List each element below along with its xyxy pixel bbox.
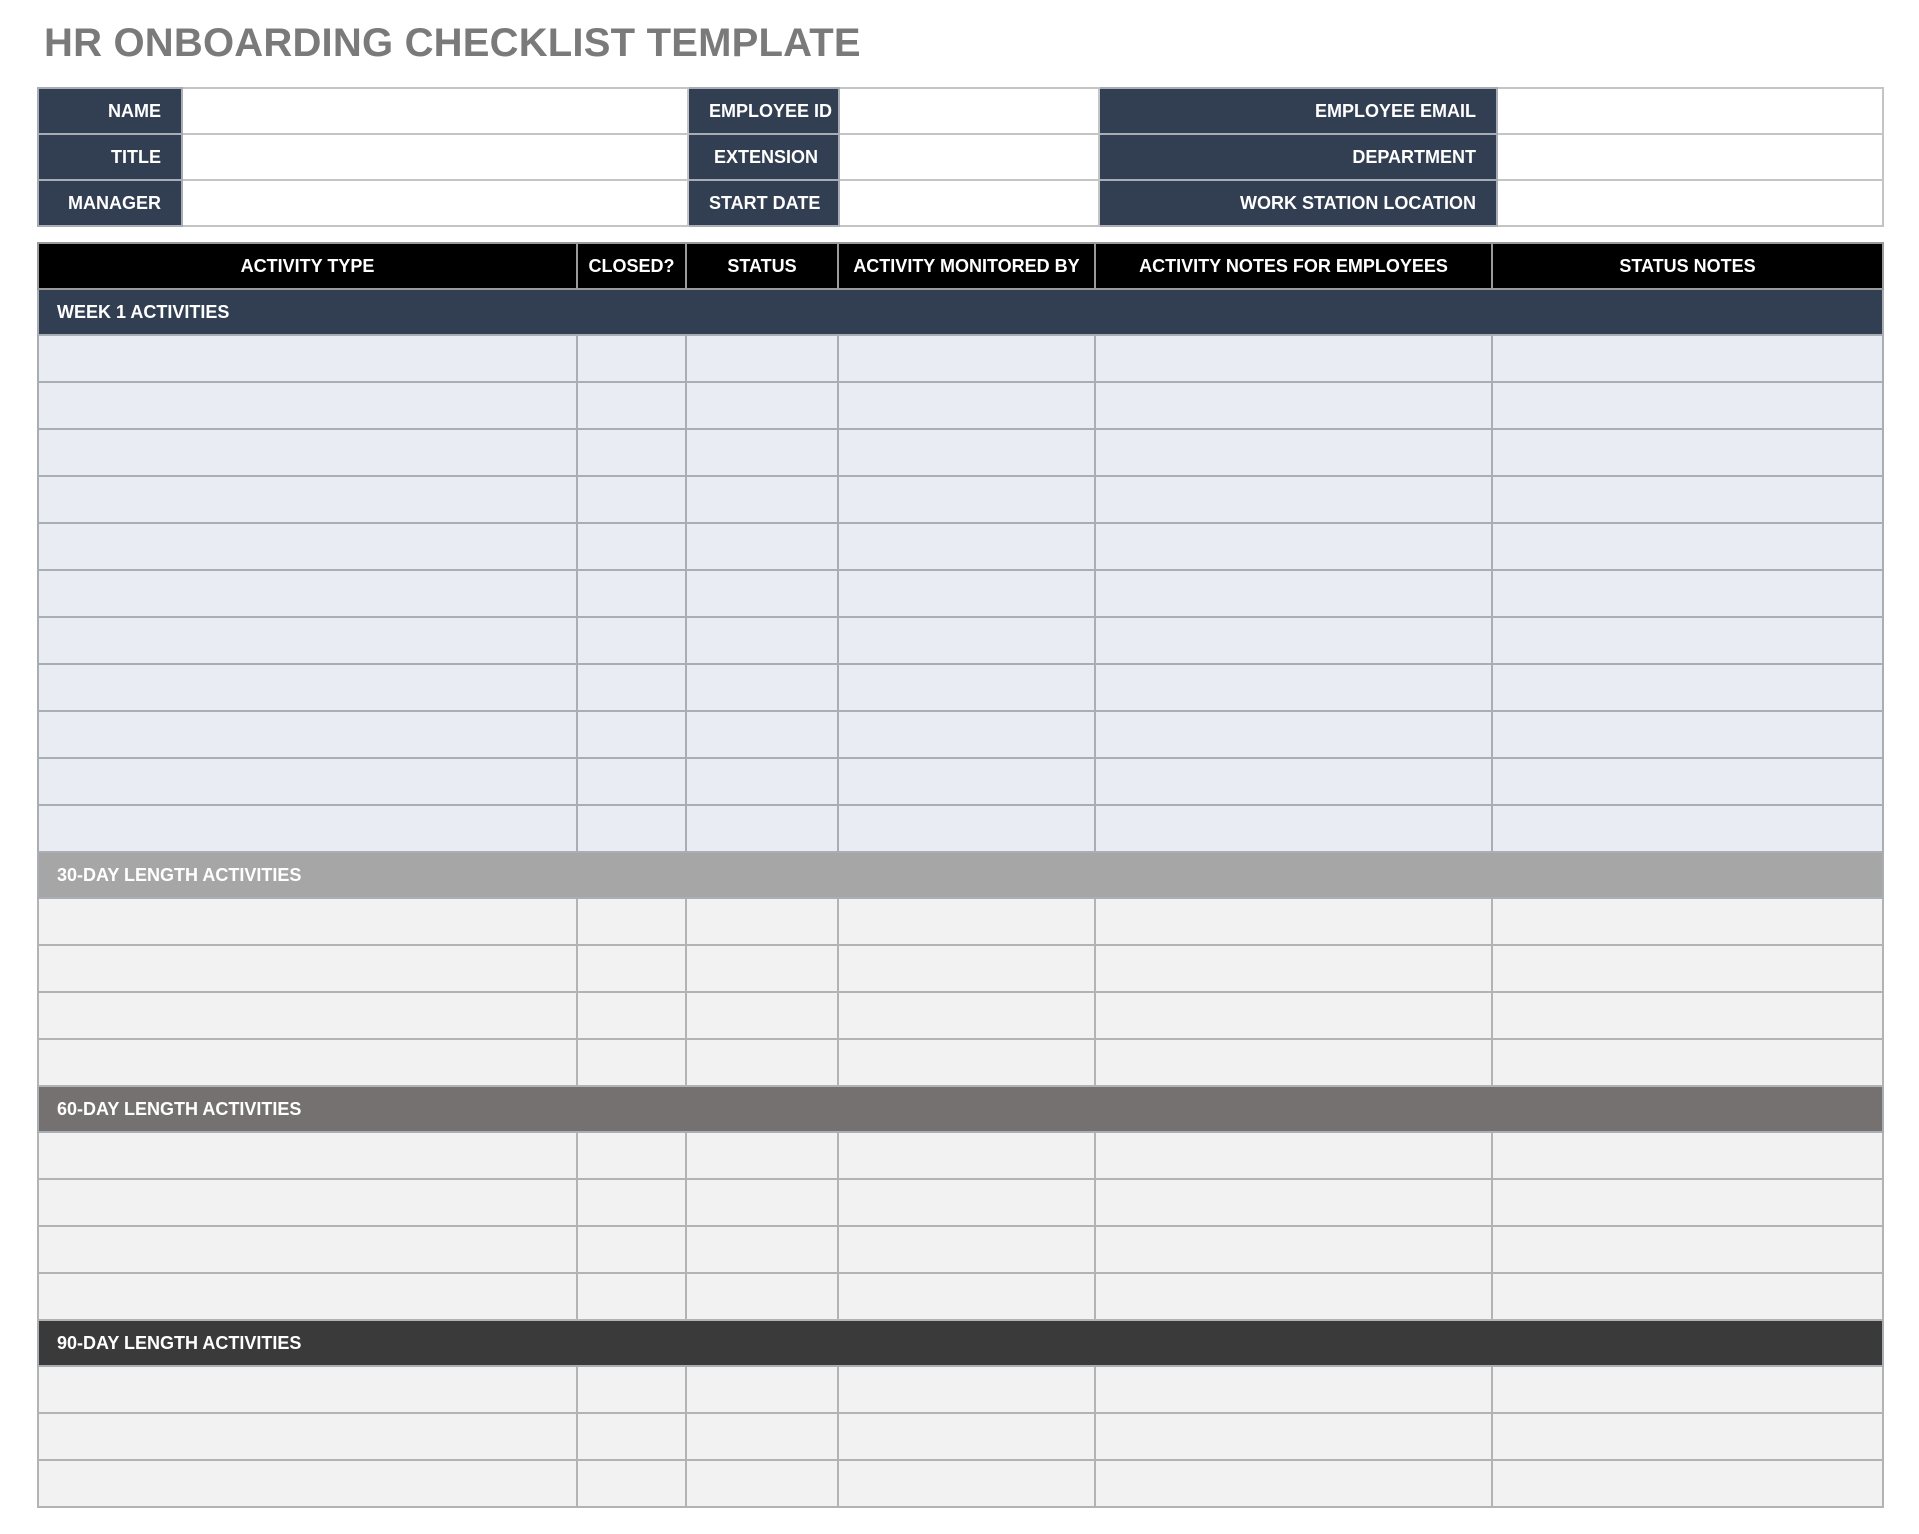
status-cell[interactable] xyxy=(686,1273,838,1320)
activity-notes-cell[interactable] xyxy=(1095,1039,1492,1086)
table-row xyxy=(38,1273,1883,1320)
activity-notes-cell[interactable] xyxy=(1095,523,1492,570)
closed-cell[interactable] xyxy=(577,523,686,570)
activity-type-cell[interactable] xyxy=(38,1039,577,1086)
status-cell[interactable] xyxy=(686,335,838,382)
table-row xyxy=(38,1460,1883,1507)
status-notes-cell[interactable] xyxy=(1492,476,1883,523)
activity-type-cell[interactable] xyxy=(38,335,577,382)
name-field[interactable] xyxy=(182,88,688,134)
status-cell[interactable] xyxy=(686,664,838,711)
activity-notes-cell[interactable] xyxy=(1095,711,1492,758)
start-date-label: START DATE xyxy=(688,180,839,226)
status-notes-cell[interactable] xyxy=(1492,898,1883,945)
status-cell[interactable] xyxy=(686,711,838,758)
table-row xyxy=(38,945,1883,992)
section-header: 90-DAY LENGTH ACTIVITIES xyxy=(38,1320,1883,1366)
status-notes-cell[interactable] xyxy=(1492,1273,1883,1320)
closed-cell[interactable] xyxy=(577,617,686,664)
status-notes-cell[interactable] xyxy=(1492,1132,1883,1179)
monitored-by-cell[interactable] xyxy=(838,1413,1095,1460)
monitored-by-cell[interactable] xyxy=(838,429,1095,476)
monitored-by-cell[interactable] xyxy=(838,523,1095,570)
manager-field[interactable] xyxy=(182,180,688,226)
activity-type-cell[interactable] xyxy=(38,1413,577,1460)
activity-notes-cell[interactable] xyxy=(1095,805,1492,852)
column-header-activity-type: ACTIVITY TYPE xyxy=(38,243,577,289)
closed-cell[interactable] xyxy=(577,805,686,852)
activity-notes-cell[interactable] xyxy=(1095,664,1492,711)
activity-notes-cell[interactable] xyxy=(1095,1460,1492,1507)
activity-type-cell[interactable] xyxy=(38,523,577,570)
monitored-by-cell[interactable] xyxy=(838,1273,1095,1320)
monitored-by-cell[interactable] xyxy=(838,805,1095,852)
status-cell[interactable] xyxy=(686,429,838,476)
activity-type-cell[interactable] xyxy=(38,898,577,945)
closed-cell[interactable] xyxy=(577,758,686,805)
status-notes-cell[interactable] xyxy=(1492,711,1883,758)
closed-cell[interactable] xyxy=(577,664,686,711)
activity-notes-cell[interactable] xyxy=(1095,992,1492,1039)
activity-type-cell[interactable] xyxy=(38,992,577,1039)
activity-type-cell[interactable] xyxy=(38,945,577,992)
section-header-row xyxy=(38,1320,1883,1366)
activity-notes-cell[interactable] xyxy=(1095,1132,1492,1179)
status-cell[interactable] xyxy=(686,1039,838,1086)
manager-label: MANAGER xyxy=(38,180,182,226)
activity-notes-cell[interactable] xyxy=(1095,1226,1492,1273)
closed-cell[interactable] xyxy=(577,1460,686,1507)
status-notes-cell[interactable] xyxy=(1492,570,1883,617)
employee-id-field[interactable] xyxy=(839,88,1099,134)
status-notes-cell[interactable] xyxy=(1492,992,1883,1039)
monitored-by-cell[interactable] xyxy=(838,1179,1095,1226)
monitored-by-cell[interactable] xyxy=(838,1132,1095,1179)
status-cell[interactable] xyxy=(686,1226,838,1273)
activity-notes-cell[interactable] xyxy=(1095,1366,1492,1413)
closed-cell[interactable] xyxy=(577,335,686,382)
monitored-by-cell[interactable] xyxy=(838,664,1095,711)
status-cell[interactable] xyxy=(686,382,838,429)
closed-cell[interactable] xyxy=(577,382,686,429)
table-row xyxy=(38,382,1883,429)
activity-notes-cell[interactable] xyxy=(1095,758,1492,805)
activity-type-cell[interactable] xyxy=(38,1273,577,1320)
status-cell[interactable] xyxy=(686,805,838,852)
monitored-by-cell[interactable] xyxy=(838,945,1095,992)
info-row xyxy=(38,134,1883,180)
closed-cell[interactable] xyxy=(577,711,686,758)
name-label: NAME xyxy=(38,88,182,134)
table-row xyxy=(38,1179,1883,1226)
table-row xyxy=(38,1226,1883,1273)
info-row xyxy=(38,180,1883,226)
status-notes-cell[interactable] xyxy=(1492,1226,1883,1273)
section-header: WEEK 1 ACTIVITIES xyxy=(38,289,1883,335)
activity-type-cell[interactable] xyxy=(38,476,577,523)
table-row xyxy=(38,570,1883,617)
status-notes-cell[interactable] xyxy=(1492,805,1883,852)
table-row xyxy=(38,617,1883,664)
table-row xyxy=(38,664,1883,711)
extension-field[interactable] xyxy=(839,134,1099,180)
info-row xyxy=(38,88,1883,134)
status-cell[interactable] xyxy=(686,1413,838,1460)
monitored-by-cell[interactable] xyxy=(838,711,1095,758)
activity-notes-cell[interactable] xyxy=(1095,1413,1492,1460)
status-notes-cell[interactable] xyxy=(1492,1039,1883,1086)
status-cell[interactable] xyxy=(686,1179,838,1226)
column-header-row xyxy=(38,243,1883,289)
status-notes-cell[interactable] xyxy=(1492,523,1883,570)
column-header-status-notes: STATUS NOTES xyxy=(1492,243,1883,289)
activity-type-cell[interactable] xyxy=(38,758,577,805)
activity-notes-cell[interactable] xyxy=(1095,382,1492,429)
column-header-status: STATUS xyxy=(686,243,838,289)
closed-cell[interactable] xyxy=(577,570,686,617)
activity-notes-cell[interactable] xyxy=(1095,570,1492,617)
employee-info-table xyxy=(37,87,1884,227)
status-notes-cell[interactable] xyxy=(1492,664,1883,711)
status-notes-cell[interactable] xyxy=(1492,1413,1883,1460)
table-row xyxy=(38,476,1883,523)
activity-notes-cell[interactable] xyxy=(1095,945,1492,992)
activity-notes-cell[interactable] xyxy=(1095,335,1492,382)
status-notes-cell[interactable] xyxy=(1492,335,1883,382)
activity-type-cell[interactable] xyxy=(38,1132,577,1179)
activity-notes-cell[interactable] xyxy=(1095,476,1492,523)
section-header: 60-DAY LENGTH ACTIVITIES xyxy=(38,1086,1883,1132)
closed-cell[interactable] xyxy=(577,1179,686,1226)
work-station-location-label: WORK STATION LOCATION xyxy=(1099,180,1497,226)
status-cell[interactable] xyxy=(686,617,838,664)
status-cell[interactable] xyxy=(686,570,838,617)
closed-cell[interactable] xyxy=(577,1273,686,1320)
monitored-by-cell[interactable] xyxy=(838,382,1095,429)
closed-cell[interactable] xyxy=(577,1413,686,1460)
table-row xyxy=(38,523,1883,570)
status-cell[interactable] xyxy=(686,1460,838,1507)
status-cell[interactable] xyxy=(686,898,838,945)
closed-cell[interactable] xyxy=(577,1039,686,1086)
monitored-by-cell[interactable] xyxy=(838,1460,1095,1507)
activities-body xyxy=(38,289,1883,1507)
activity-type-cell[interactable] xyxy=(38,805,577,852)
activity-type-cell[interactable] xyxy=(38,382,577,429)
employee-email-field[interactable] xyxy=(1497,88,1883,134)
activity-notes-cell[interactable] xyxy=(1095,898,1492,945)
monitored-by-cell[interactable] xyxy=(838,992,1095,1039)
activity-type-cell[interactable] xyxy=(38,711,577,758)
closed-cell[interactable] xyxy=(577,992,686,1039)
department-label: DEPARTMENT xyxy=(1099,134,1497,180)
closed-cell[interactable] xyxy=(577,898,686,945)
title-field[interactable] xyxy=(182,134,688,180)
activity-type-cell[interactable] xyxy=(38,1226,577,1273)
status-cell[interactable] xyxy=(686,1132,838,1179)
department-field[interactable] xyxy=(1497,134,1883,180)
table-row xyxy=(38,1039,1883,1086)
table-row xyxy=(38,711,1883,758)
monitored-by-cell[interactable] xyxy=(838,1226,1095,1273)
activity-type-cell[interactable] xyxy=(38,429,577,476)
activity-notes-cell[interactable] xyxy=(1095,617,1492,664)
status-cell[interactable] xyxy=(686,945,838,992)
status-cell[interactable] xyxy=(686,758,838,805)
table-row xyxy=(38,1413,1883,1460)
activity-type-cell[interactable] xyxy=(38,1460,577,1507)
table-row xyxy=(38,898,1883,945)
monitored-by-cell[interactable] xyxy=(838,476,1095,523)
page-title: HR ONBOARDING CHECKLIST TEMPLATE xyxy=(44,21,861,65)
column-header-closed: CLOSED? xyxy=(577,243,686,289)
closed-cell[interactable] xyxy=(577,945,686,992)
closed-cell[interactable] xyxy=(577,1132,686,1179)
status-notes-cell[interactable] xyxy=(1492,1366,1883,1413)
table-row xyxy=(38,429,1883,476)
status-notes-cell[interactable] xyxy=(1492,1179,1883,1226)
section-header-row xyxy=(38,289,1883,335)
closed-cell[interactable] xyxy=(577,1366,686,1413)
work-station-location-field[interactable] xyxy=(1497,180,1883,226)
monitored-by-cell[interactable] xyxy=(838,335,1095,382)
title-label: TITLE xyxy=(38,134,182,180)
section-header: 30-DAY LENGTH ACTIVITIES xyxy=(38,852,1883,898)
section-header-row xyxy=(38,1086,1883,1132)
activity-type-cell[interactable] xyxy=(38,1179,577,1226)
activity-notes-cell[interactable] xyxy=(1095,1273,1492,1320)
status-notes-cell[interactable] xyxy=(1492,945,1883,992)
start-date-field[interactable] xyxy=(839,180,1099,226)
table-row xyxy=(38,805,1883,852)
activity-notes-cell[interactable] xyxy=(1095,429,1492,476)
status-notes-cell[interactable] xyxy=(1492,1460,1883,1507)
status-notes-cell[interactable] xyxy=(1492,758,1883,805)
table-row xyxy=(38,758,1883,805)
status-cell[interactable] xyxy=(686,523,838,570)
activity-type-cell[interactable] xyxy=(38,1366,577,1413)
monitored-by-cell[interactable] xyxy=(838,570,1095,617)
monitored-by-cell[interactable] xyxy=(838,898,1095,945)
activity-type-cell[interactable] xyxy=(38,617,577,664)
status-notes-cell[interactable] xyxy=(1492,617,1883,664)
column-header-activity-notes: ACTIVITY NOTES FOR EMPLOYEES xyxy=(1095,243,1492,289)
monitored-by-cell[interactable] xyxy=(838,758,1095,805)
employee-email-label: EMPLOYEE EMAIL xyxy=(1099,88,1497,134)
monitored-by-cell[interactable] xyxy=(838,1039,1095,1086)
section-header-row xyxy=(38,852,1883,898)
table-row xyxy=(38,1132,1883,1179)
closed-cell[interactable] xyxy=(577,1226,686,1273)
status-cell[interactable] xyxy=(686,992,838,1039)
closed-cell[interactable] xyxy=(577,476,686,523)
table-row xyxy=(38,1366,1883,1413)
table-row xyxy=(38,335,1883,382)
status-notes-cell[interactable] xyxy=(1492,429,1883,476)
closed-cell[interactable] xyxy=(577,429,686,476)
monitored-by-cell[interactable] xyxy=(838,1366,1095,1413)
monitored-by-cell[interactable] xyxy=(838,617,1095,664)
activities-table xyxy=(37,242,1884,1508)
activity-type-cell[interactable] xyxy=(38,664,577,711)
table-row xyxy=(38,992,1883,1039)
activity-type-cell[interactable] xyxy=(38,570,577,617)
extension-label: EXTENSION xyxy=(688,134,839,180)
column-header-activity-monitored-by: ACTIVITY MONITORED BY xyxy=(838,243,1095,289)
status-cell[interactable] xyxy=(686,476,838,523)
employee-id-label: EMPLOYEE ID xyxy=(688,88,839,134)
status-cell[interactable] xyxy=(686,1366,838,1413)
activity-notes-cell[interactable] xyxy=(1095,1179,1492,1226)
status-notes-cell[interactable] xyxy=(1492,382,1883,429)
